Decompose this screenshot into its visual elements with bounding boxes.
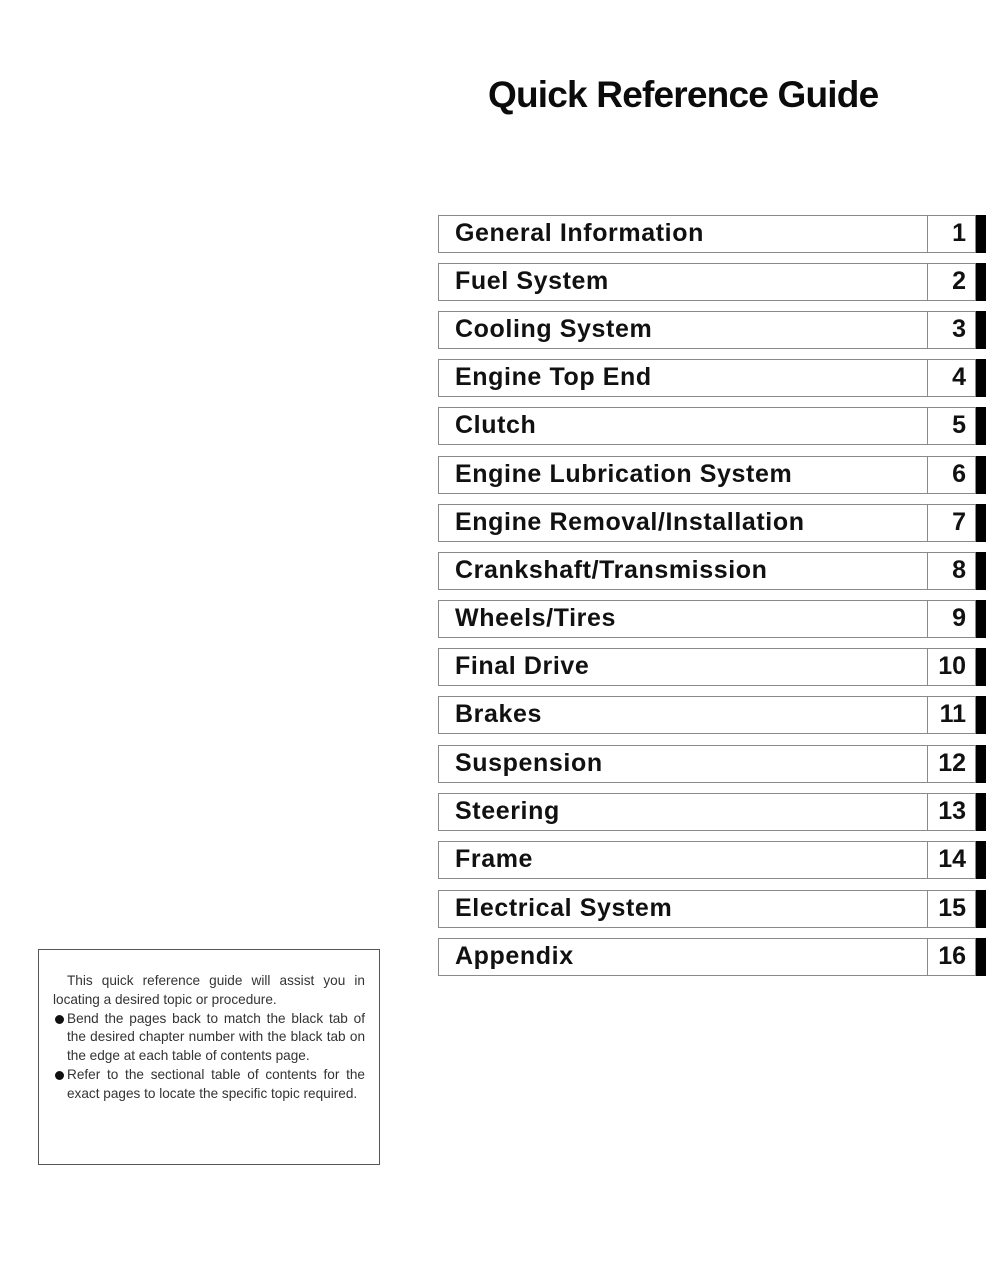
chapter-row-wheels-tires[interactable] (438, 600, 986, 638)
chapter-label-box (438, 215, 927, 253)
chapter-number-box (927, 359, 976, 397)
chapter-label: Crankshaft/Transmission (455, 556, 768, 584)
chapter-number: 6 (952, 460, 966, 488)
black-tab-marker (976, 504, 986, 542)
note-bullet-text: Bend the pages back to match the black tab of the desired chapter number with the black tab on the edge at each table of contents page. (67, 1010, 365, 1064)
chapter-number: 14 (938, 845, 966, 873)
chapter-label-box (438, 648, 927, 686)
chapter-number-box (927, 793, 976, 831)
black-tab-marker (976, 648, 986, 686)
note-intro: This quick reference guide will assist you in locating a desired topic or procedure. (53, 973, 365, 1007)
bullet-dot-icon (55, 1015, 64, 1024)
chapter-label: General Information (455, 219, 704, 247)
chapter-label-box (438, 263, 927, 301)
chapter-label-box (438, 600, 927, 638)
chapter-label-box (438, 696, 927, 734)
chapter-row-engine-top-end[interactable] (438, 359, 986, 397)
black-tab-marker (976, 215, 986, 253)
chapter-number: 5 (952, 411, 966, 439)
chapter-label-box (438, 890, 927, 928)
chapter-number-box (927, 407, 976, 445)
chapter-label: Brakes (455, 700, 542, 728)
chapter-label: Suspension (455, 749, 603, 777)
note-bullet-text: Refer to the sectional table of contents for the exact pages to locate the specific topic required. (67, 1066, 365, 1101)
chapter-number-box (927, 215, 976, 253)
chapter-label: Engine Removal/Installation (455, 508, 805, 536)
bullet-dot-icon (55, 1071, 64, 1080)
chapter-label: Fuel System (455, 267, 609, 295)
chapter-number-box (927, 890, 976, 928)
black-tab-marker (976, 696, 986, 734)
black-tab-marker (976, 263, 986, 301)
black-tab-marker (976, 745, 986, 783)
usage-note-box (38, 949, 380, 1165)
black-tab-marker (976, 841, 986, 879)
chapter-row-final-drive[interactable] (438, 648, 986, 686)
chapter-number-box (927, 263, 976, 301)
note-bullet (53, 1010, 365, 1066)
chapter-row-engine-lubrication-system[interactable] (438, 456, 986, 494)
chapter-number: 8 (952, 556, 966, 584)
chapter-label-box (438, 456, 927, 494)
chapter-number: 13 (938, 797, 966, 825)
chapter-number-box (927, 745, 976, 783)
chapter-number-box (927, 311, 976, 349)
chapter-row-crankshaft-transmission[interactable] (438, 552, 986, 590)
chapter-label-box (438, 552, 927, 590)
chapter-number: 3 (952, 315, 966, 343)
chapter-number: 9 (952, 604, 966, 632)
chapter-row-clutch[interactable] (438, 407, 986, 445)
chapter-number-box (927, 696, 976, 734)
black-tab-marker (976, 793, 986, 831)
chapter-row-cooling-system[interactable] (438, 311, 986, 349)
chapter-number: 11 (939, 700, 966, 728)
black-tab-marker (976, 407, 986, 445)
chapter-number: 15 (938, 894, 966, 922)
chapter-row-brakes[interactable] (438, 696, 986, 734)
chapter-row-appendix[interactable] (438, 938, 986, 976)
chapter-label: Engine Lubrication System (455, 460, 793, 488)
chapter-label: Electrical System (455, 894, 673, 922)
chapter-number-box (927, 504, 976, 542)
chapter-label-box (438, 359, 927, 397)
chapter-row-general-information[interactable] (438, 215, 986, 253)
black-tab-marker (976, 359, 986, 397)
chapter-label: Frame (455, 845, 534, 873)
chapter-row-fuel-system[interactable] (438, 263, 986, 301)
chapter-label-box (438, 793, 927, 831)
chapter-label: Final Drive (455, 652, 590, 680)
chapter-label: Cooling System (455, 315, 653, 343)
chapter-number: 12 (938, 749, 966, 777)
chapter-row-frame[interactable] (438, 841, 986, 879)
chapter-label-box (438, 407, 927, 445)
chapter-label: Clutch (455, 411, 537, 439)
chapter-number-box (927, 552, 976, 590)
chapter-number-box (927, 938, 976, 976)
chapter-number: 2 (952, 267, 966, 295)
note-bullet (53, 1066, 365, 1104)
chapter-row-steering[interactable] (438, 793, 986, 831)
chapter-row-engine-removal-installation[interactable] (438, 504, 986, 542)
chapter-label: Engine Top End (455, 363, 652, 391)
chapter-label-box (438, 841, 927, 879)
chapter-number: 16 (938, 942, 966, 970)
chapter-number-box (927, 600, 976, 638)
chapter-label-box (438, 311, 927, 349)
chapter-number: 7 (952, 508, 966, 536)
chapter-row-electrical-system[interactable] (438, 890, 986, 928)
chapter-number-box (927, 841, 976, 879)
chapter-label-box (438, 745, 927, 783)
black-tab-marker (976, 890, 986, 928)
chapter-label: Steering (455, 797, 560, 825)
black-tab-marker (976, 600, 986, 638)
black-tab-marker (976, 311, 986, 349)
chapter-label: Appendix (455, 942, 574, 970)
chapter-label: Wheels/Tires (455, 604, 616, 632)
chapter-number: 10 (938, 652, 966, 680)
chapter-number: 1 (952, 219, 966, 247)
black-tab-marker (976, 456, 986, 494)
chapter-label-box (438, 938, 927, 976)
chapter-row-suspension[interactable] (438, 745, 986, 783)
page-title: Quick Reference Guide (488, 74, 879, 115)
chapter-number-box (927, 456, 976, 494)
chapter-number-box (927, 648, 976, 686)
chapter-number: 4 (952, 363, 966, 391)
black-tab-marker (976, 552, 986, 590)
chapter-label-box (438, 504, 927, 542)
black-tab-marker (976, 938, 986, 976)
